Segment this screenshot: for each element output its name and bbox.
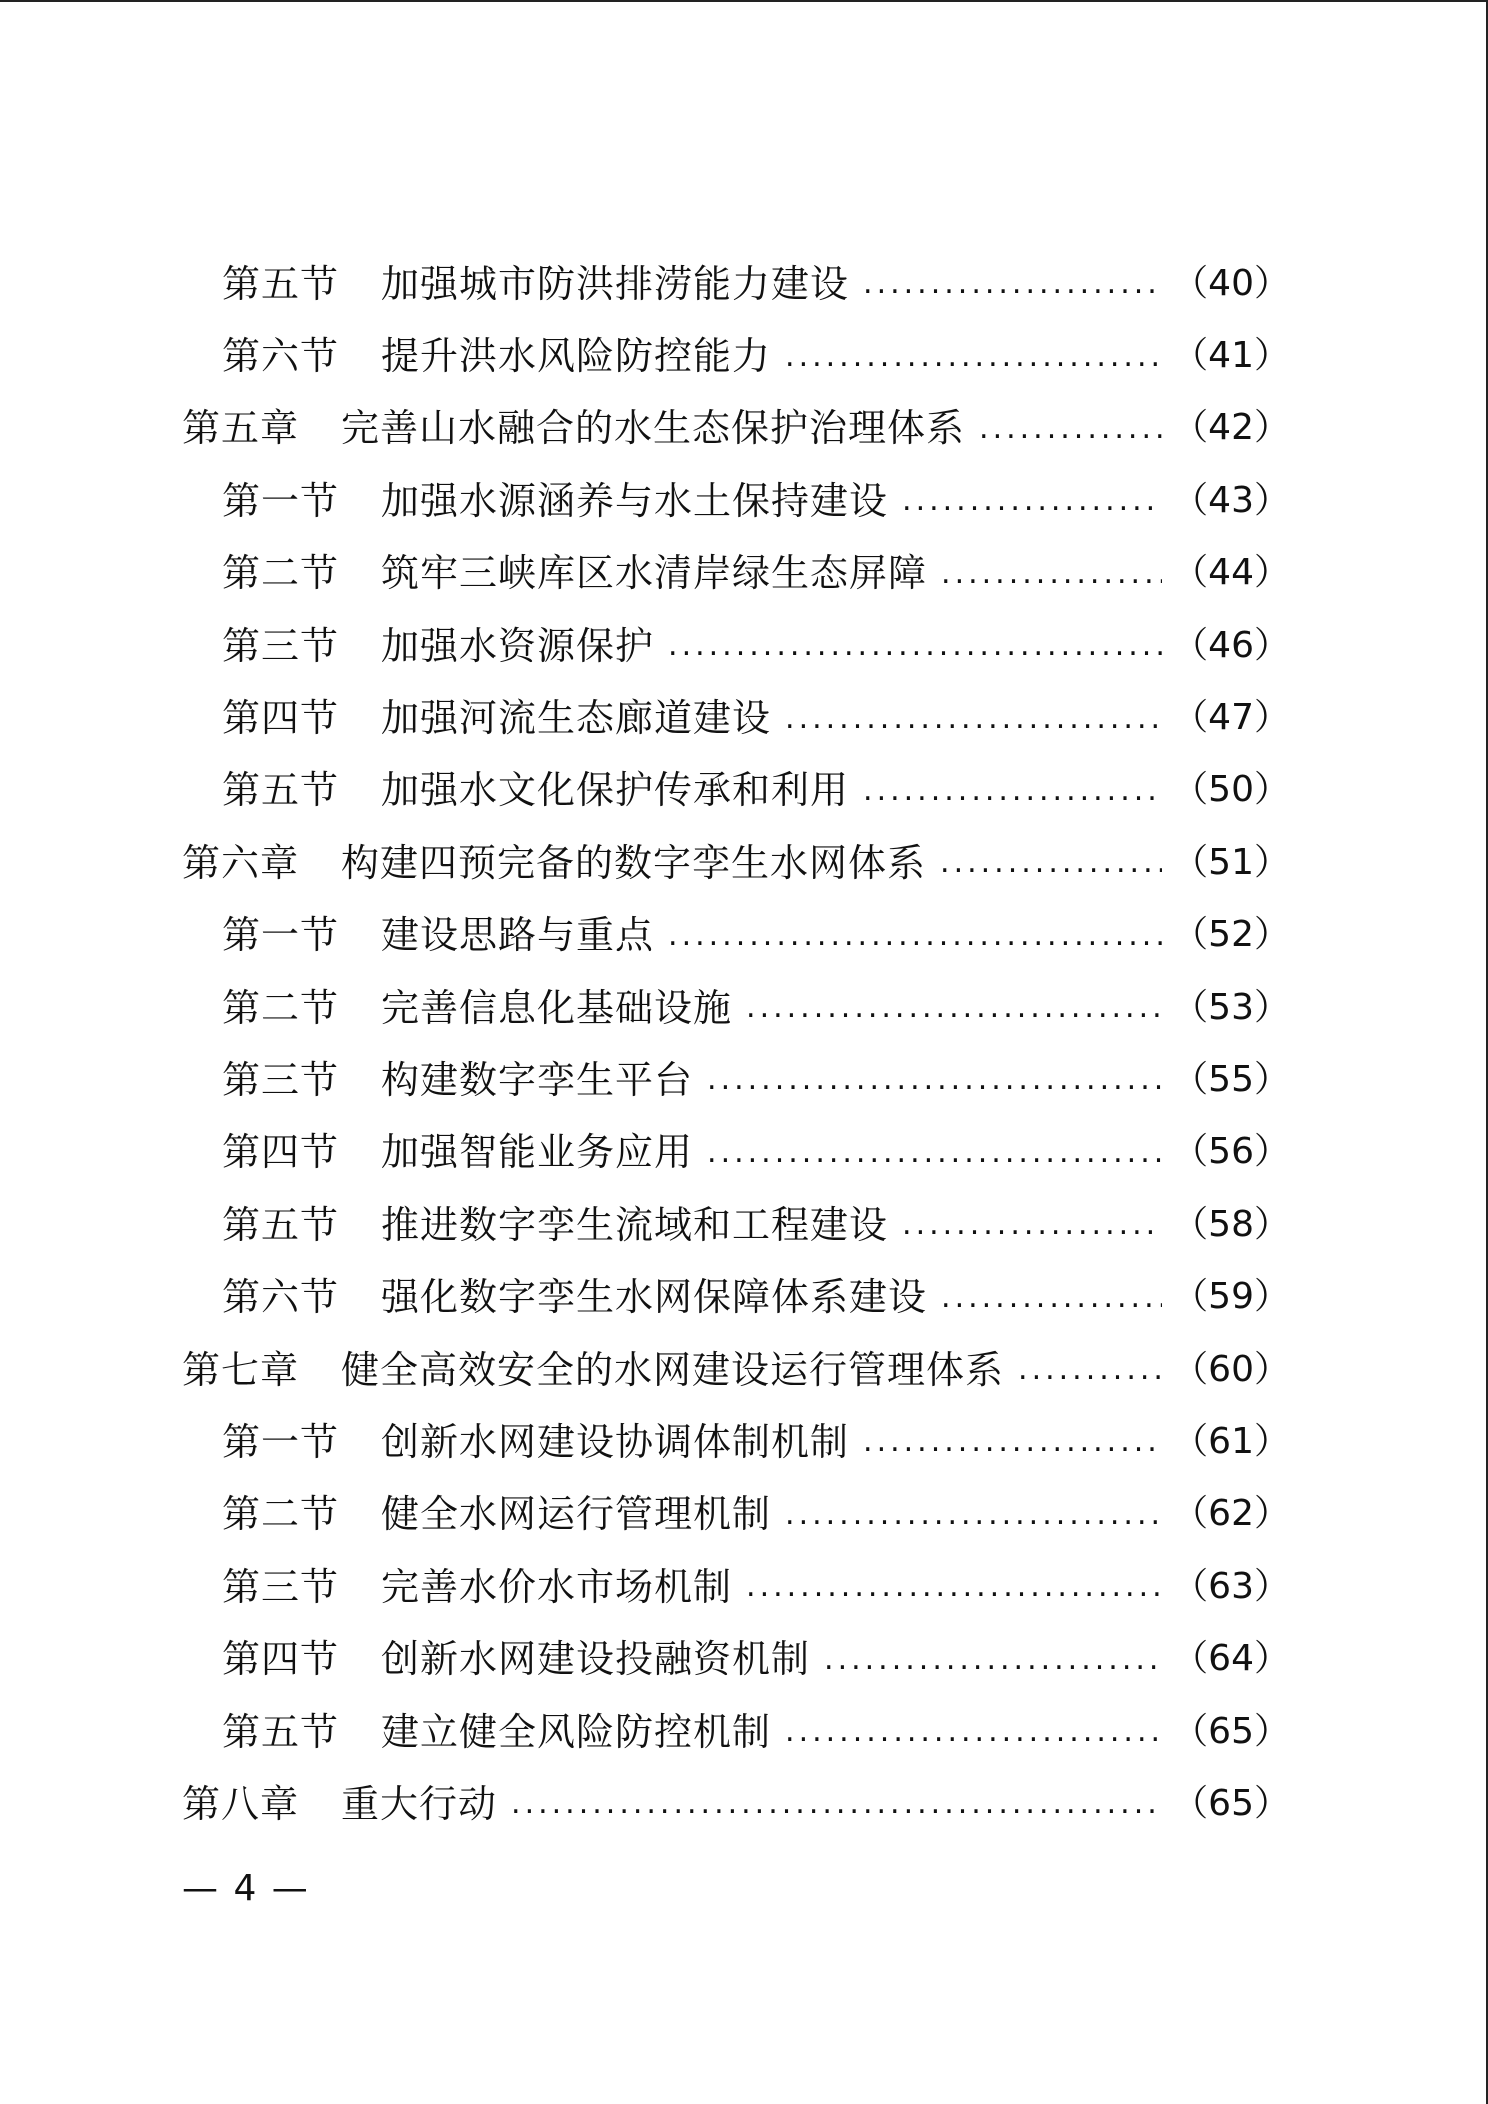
- toc-entry-title: 加强城市防洪排涝能力建设: [381, 261, 850, 306]
- toc-section-entry[interactable]: [182, 461, 1290, 533]
- toc-entry-page: （59）: [1172, 1276, 1290, 1318]
- toc-entry-page: （47）: [1172, 697, 1290, 739]
- toc-entry-number: 第三节: [222, 1057, 340, 1102]
- toc-chapter-entry[interactable]: [182, 1330, 1290, 1402]
- toc-entry-title: 健全高效安全的水网建设运行管理体系: [341, 1347, 1005, 1392]
- toc-entry-number: 第四节: [222, 696, 340, 741]
- toc-page-number: 42: [1208, 407, 1254, 449]
- toc-entry-number: 第五节: [222, 1709, 340, 1754]
- toc-page-number: 51: [1208, 841, 1254, 883]
- toc-entry-page: （41）: [1172, 335, 1290, 377]
- toc-entry-number: 第四节: [222, 1637, 340, 1682]
- toc-entry-number: 第六节: [222, 1275, 340, 1320]
- toc-page-number: 60: [1208, 1348, 1254, 1390]
- toc-page-number: 65: [1208, 1782, 1254, 1824]
- dot-leader: [863, 776, 1162, 806]
- toc-entry-page: （43）: [1172, 479, 1290, 521]
- dot-leader: [746, 993, 1162, 1023]
- toc-section-entry[interactable]: [182, 968, 1290, 1040]
- dot-leader: [511, 1789, 1162, 1819]
- toc-entry-number: 第三节: [222, 1564, 340, 1609]
- toc-entry-page: （40）: [1172, 262, 1290, 304]
- toc-entry-number: 第五节: [222, 1202, 340, 1247]
- toc-entry-title: 建立健全风险防控机制: [381, 1709, 772, 1754]
- toc-entry-page: （42）: [1172, 407, 1290, 449]
- toc-section-entry[interactable]: [182, 316, 1290, 388]
- top-border-line: [0, 0, 1488, 2]
- dot-leader: [979, 414, 1162, 444]
- toc-entry-title: 创新水网建设协调体制机制: [381, 1419, 850, 1464]
- dot-leader: [902, 486, 1162, 516]
- toc-entry-number: 第五节: [222, 768, 340, 813]
- toc-section-entry[interactable]: [182, 244, 1290, 316]
- toc-entry-number: 第七章: [182, 1347, 300, 1392]
- toc-chapter-entry[interactable]: [182, 1764, 1290, 1836]
- dot-leader: [824, 1645, 1162, 1675]
- toc-chapter-entry[interactable]: [182, 823, 1290, 895]
- toc-entry-number: 第二节: [222, 1492, 340, 1537]
- toc-page-number: 41: [1208, 335, 1254, 377]
- toc-page-number: 47: [1208, 697, 1254, 739]
- toc-entry-title: 构建数字孪生平台: [381, 1057, 694, 1102]
- toc-entry-title: 提升洪水风险防控能力: [381, 334, 772, 379]
- toc-section-entry[interactable]: [182, 896, 1290, 968]
- dot-leader: [785, 1500, 1162, 1530]
- toc-entry-number: 第一节: [222, 913, 340, 958]
- toc-entry-page: （63）: [1172, 1565, 1290, 1607]
- toc-entry-title: 完善信息化基础设施: [381, 985, 733, 1030]
- dot-leader: [863, 1427, 1162, 1457]
- toc-section-entry[interactable]: [182, 1692, 1290, 1764]
- toc-entry-title: 健全水网运行管理机制: [381, 1492, 772, 1537]
- dot-leader: [941, 559, 1162, 589]
- toc-section-entry[interactable]: [182, 1547, 1290, 1619]
- toc-entry-page: （50）: [1172, 769, 1290, 811]
- toc-entry-page: （61）: [1172, 1420, 1290, 1462]
- toc-entry-number: 第二节: [222, 551, 340, 596]
- toc-section-entry[interactable]: [182, 534, 1290, 606]
- dot-leader: [1018, 1355, 1162, 1385]
- toc-page-number: 63: [1208, 1565, 1254, 1607]
- toc-entry-title: 加强水源涵养与水土保持建设: [381, 478, 889, 523]
- toc-entry-page: （64）: [1172, 1638, 1290, 1680]
- toc-entry-number: 第八章: [182, 1781, 300, 1826]
- toc-section-entry[interactable]: [182, 678, 1290, 750]
- toc-page-number: 58: [1208, 1203, 1254, 1245]
- dot-leader: [668, 921, 1162, 951]
- toc-entry-page: （51）: [1172, 841, 1290, 883]
- toc-entry-title: 筑牢三峡库区水清岸绿生态屏障: [381, 551, 928, 596]
- toc-entry-title: 建设思路与重点: [381, 913, 655, 958]
- toc-section-entry[interactable]: [182, 1475, 1290, 1547]
- toc-section-entry[interactable]: [182, 1113, 1290, 1185]
- toc-page-number: 40: [1208, 262, 1254, 304]
- toc-page-number: 44: [1208, 552, 1254, 594]
- toc-page-number: 61: [1208, 1420, 1254, 1462]
- toc-entry-number: 第六章: [182, 840, 300, 885]
- toc-entry-title: 构建四预完备的数字孪生水网体系: [341, 840, 927, 885]
- toc-entry-page: （62）: [1172, 1493, 1290, 1535]
- toc-page-number: 59: [1208, 1276, 1254, 1318]
- toc-section-entry[interactable]: [182, 751, 1290, 823]
- dot-leader: [785, 1717, 1162, 1747]
- toc-entry-number: 第四节: [222, 1130, 340, 1175]
- toc-chapter-entry[interactable]: [182, 389, 1290, 461]
- toc-page-number: 52: [1208, 914, 1254, 956]
- toc-entry-number: 第六节: [222, 334, 340, 379]
- dot-leader: [785, 342, 1162, 372]
- toc-section-entry[interactable]: [182, 606, 1290, 678]
- toc-entry-title: 加强水文化保护传承和利用: [381, 768, 850, 813]
- dot-leader: [746, 1572, 1162, 1602]
- toc-section-entry[interactable]: [182, 1619, 1290, 1691]
- toc-entry-page: （53）: [1172, 986, 1290, 1028]
- dot-leader: [863, 269, 1162, 299]
- toc-section-entry[interactable]: [182, 1185, 1290, 1257]
- toc-page-number: 46: [1208, 624, 1254, 666]
- toc-entry-page: （44）: [1172, 552, 1290, 594]
- page-number: — 4 —: [182, 1868, 310, 1909]
- dot-leader: [785, 704, 1162, 734]
- dot-leader: [940, 848, 1162, 878]
- toc-entry-page: （65）: [1172, 1782, 1290, 1824]
- toc-entry-number: 第一节: [222, 478, 340, 523]
- toc-page-number: 53: [1208, 986, 1254, 1028]
- table-of-contents: [182, 244, 1290, 1837]
- toc-page-number: 56: [1208, 1131, 1254, 1173]
- toc-entry-title: 加强智能业务应用: [381, 1130, 694, 1175]
- toc-entry-page: （46）: [1172, 624, 1290, 666]
- dot-leader: [707, 1138, 1162, 1168]
- toc-entry-page: （58）: [1172, 1203, 1290, 1245]
- dot-leader: [668, 631, 1162, 661]
- toc-entry-page: （60）: [1172, 1348, 1290, 1390]
- dot-leader: [707, 1065, 1162, 1095]
- toc-page-number: 62: [1208, 1493, 1254, 1535]
- toc-entry-page: （55）: [1172, 1058, 1290, 1100]
- toc-entry-number: 第三节: [222, 623, 340, 668]
- toc-entry-title: 加强水资源保护: [381, 623, 655, 668]
- toc-entry-page: （65）: [1172, 1710, 1290, 1752]
- dot-leader: [941, 1283, 1162, 1313]
- toc-section-entry[interactable]: [182, 1257, 1290, 1329]
- dot-leader: [902, 1210, 1162, 1240]
- toc-page-number: 64: [1208, 1638, 1254, 1680]
- toc-entry-title: 创新水网建设投融资机制: [381, 1637, 811, 1682]
- toc-entry-number: 第二节: [222, 985, 340, 1030]
- toc-entry-title: 重大行动: [341, 1781, 498, 1826]
- toc-page-number: 43: [1208, 479, 1254, 521]
- toc-entry-page: （56）: [1172, 1131, 1290, 1173]
- toc-entry-number: 第五节: [222, 261, 340, 306]
- toc-section-entry[interactable]: [182, 1040, 1290, 1112]
- toc-entry-title: 推进数字孪生流域和工程建设: [381, 1202, 889, 1247]
- toc-page-number: 65: [1208, 1710, 1254, 1752]
- toc-entry-number: 第五章: [182, 406, 300, 451]
- toc-entry-title: 完善水价水市场机制: [381, 1564, 733, 1609]
- toc-entry-title: 强化数字孪生水网保障体系建设: [381, 1275, 928, 1320]
- toc-page-number: 55: [1208, 1058, 1254, 1100]
- toc-entry-title: 加强河流生态廊道建设: [381, 696, 772, 741]
- toc-page-number: 50: [1208, 769, 1254, 811]
- toc-section-entry[interactable]: [182, 1402, 1290, 1474]
- toc-entry-page: （52）: [1172, 914, 1290, 956]
- toc-entry-title: 完善山水融合的水生态保护治理体系: [341, 406, 966, 451]
- toc-entry-number: 第一节: [222, 1419, 340, 1464]
